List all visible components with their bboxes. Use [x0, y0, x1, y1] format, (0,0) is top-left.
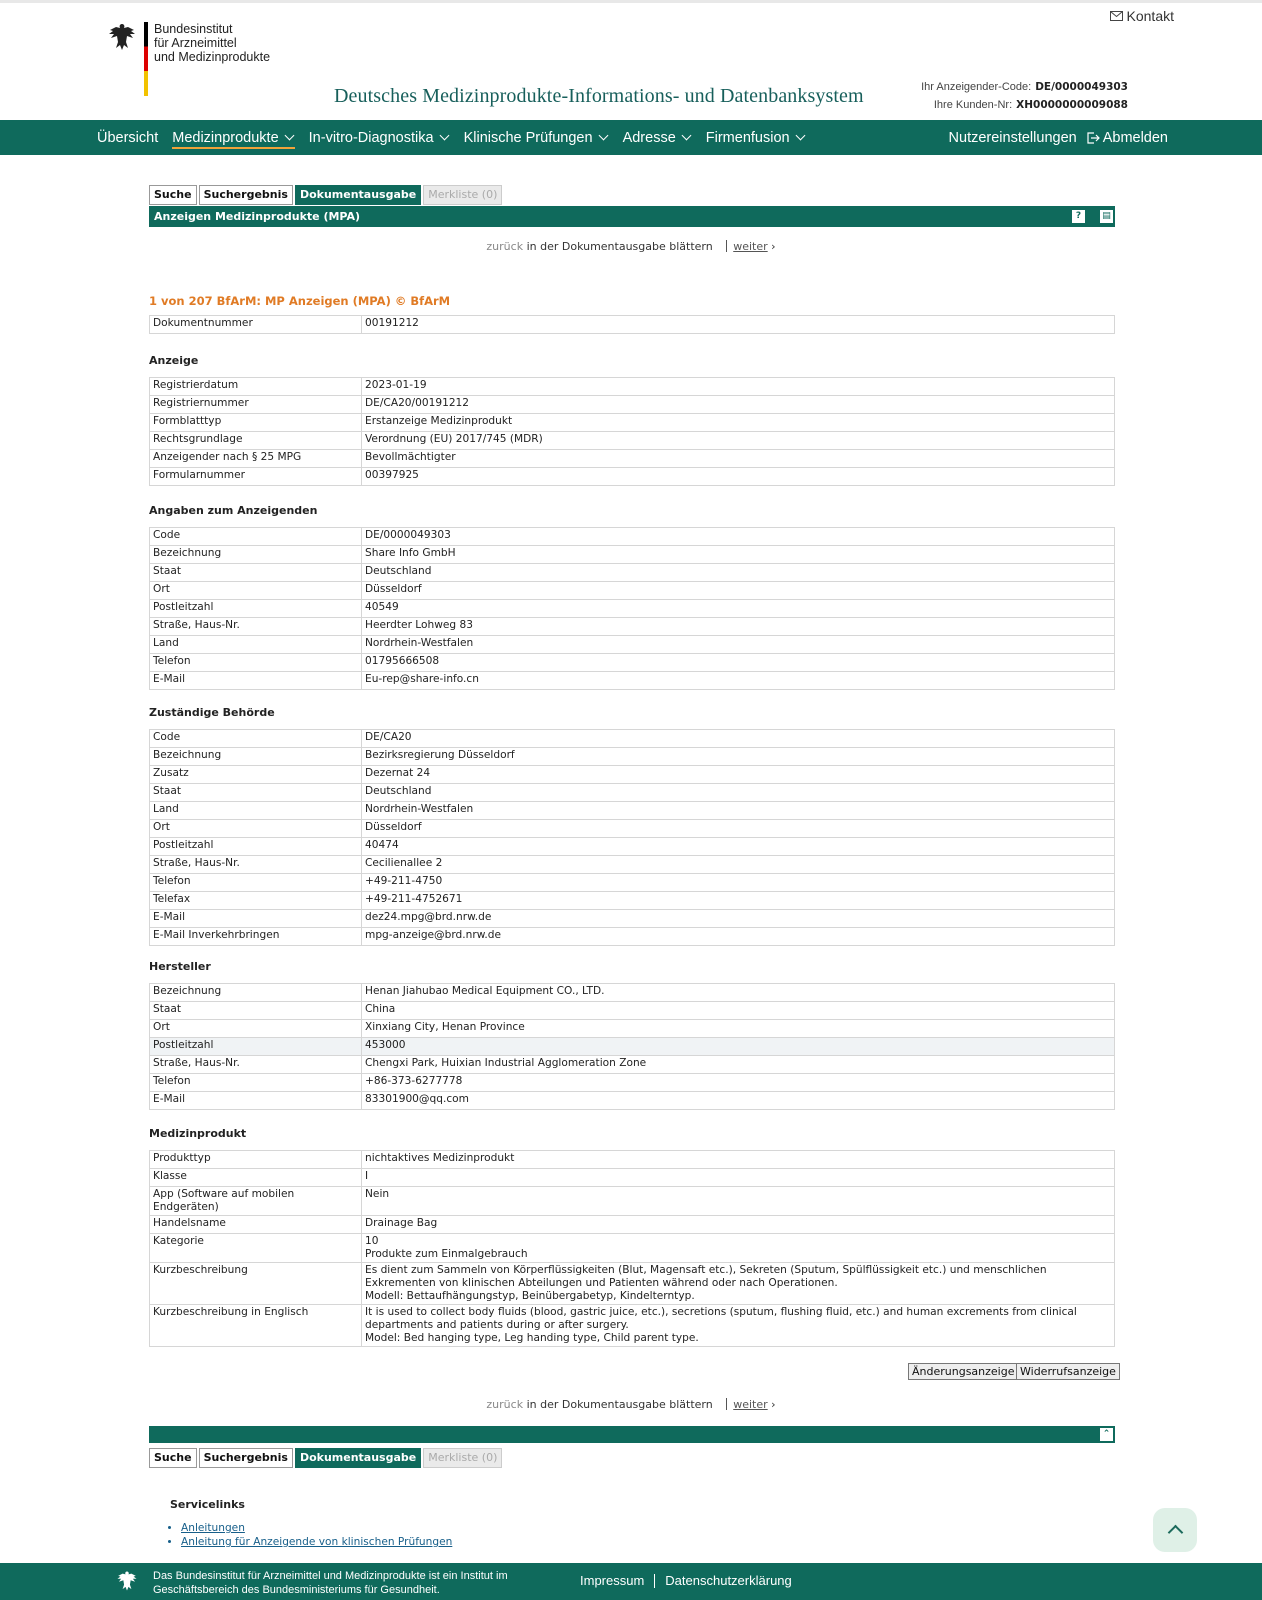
table-row [150, 546, 1115, 564]
kunden-nr-value: XH0000000009088 [1016, 99, 1128, 111]
tab-suchergebnis[interactable]: Suchergebnis [199, 185, 293, 205]
pager-text: in der Dokumentausgabe blättern [526, 1398, 713, 1411]
table-row [150, 378, 1115, 396]
table-row [150, 636, 1115, 654]
field-value: +49-211-4752671 [362, 892, 1115, 910]
widerrufsanzeige-button[interactable]: Widerrufsanzeige [1016, 1363, 1120, 1380]
field-value: It is used to collect body fluids (blood, gastric juice, etc.), secretions (sputum, flushing fluid, etc.) and human excrements from clinical departments and patients during or after surgery. Model: Bed hanging type, Leg handing type, Child parent type. [362, 1305, 1115, 1347]
field-label: Staat [150, 784, 362, 802]
logo-line: Bundesinstitut [154, 22, 233, 36]
field-value: dez24.mpg@brd.nrw.de [362, 910, 1115, 928]
table-row [150, 468, 1115, 486]
table-row [150, 730, 1115, 748]
flag-stripe [144, 22, 148, 96]
footer-separator [654, 1574, 655, 1588]
nav-label: Medizinprodukte [172, 129, 279, 146]
nav-label: Nutzereinstellungen [948, 129, 1077, 146]
nav-firmenfusion[interactable] [706, 120, 806, 155]
table-row [150, 838, 1115, 856]
table-row [150, 618, 1115, 636]
help-icon[interactable]: ? [1072, 210, 1085, 223]
table-row [150, 748, 1115, 766]
hit-count-title: 1 von 207 BfArM: MP Anzeigen (MPA) © BfArM [149, 294, 451, 308]
field-value: Verordnung (EU) 2017/745 (MDR) [362, 432, 1115, 450]
field-value: mpg-anzeige@brd.nrw.de [362, 928, 1115, 946]
table-row [150, 1187, 1115, 1216]
field-value: DE/CA20/00191212 [362, 396, 1115, 414]
field-label: Straße, Haus-Nr. [150, 856, 362, 874]
nav-uebersicht[interactable] [97, 120, 158, 155]
field-value: Xinxiang City, Henan Province [362, 1020, 1115, 1038]
table-row [150, 1234, 1115, 1263]
field-label: Telefon [150, 874, 362, 892]
table-row [150, 1216, 1115, 1234]
servicelinks-title: Servicelinks [170, 1498, 245, 1511]
field-value: 01795666508 [362, 654, 1115, 672]
field-value: Dezernat 24 [362, 766, 1115, 784]
tab-suche[interactable]: Suche [149, 185, 197, 205]
table-row [150, 820, 1115, 838]
mail-icon [1110, 11, 1123, 21]
print-icon[interactable]: ▤ [1100, 210, 1113, 223]
field-label: Formularnummer [150, 468, 362, 486]
table-anzeige [149, 377, 1115, 486]
logout-icon [1087, 132, 1100, 144]
logo-line: und Medizinprodukte [154, 50, 271, 64]
field-value: Share Info GmbH [362, 546, 1115, 564]
field-value: Nordrhein-Westfalen [362, 636, 1115, 654]
logo-text [154, 22, 354, 64]
table-row [150, 564, 1115, 582]
table-row [150, 1020, 1115, 1038]
table-row [150, 582, 1115, 600]
table-behoerde [149, 729, 1115, 946]
field-value: Bezirksregierung Düsseldorf [362, 748, 1115, 766]
nav-label: Firmenfusion [705, 129, 790, 146]
field-label: E-Mail [150, 1092, 362, 1110]
table-row [150, 910, 1115, 928]
field-value: Cecilienallee 2 [362, 856, 1115, 874]
tab-merkliste: Merkliste (0) [423, 185, 502, 205]
main-nav [0, 120, 1262, 155]
section-title-medizinprodukt: Medizinprodukt [149, 1127, 247, 1140]
field-label: Postleitzahl [150, 600, 362, 618]
eagle-icon [108, 22, 136, 52]
section-title-anzeigender: Angaben zum Anzeigenden [149, 504, 318, 517]
pager-back: zurück [486, 1398, 524, 1411]
logo-line: für Arzneimittel [154, 36, 237, 50]
field-label: Ort [150, 1020, 362, 1038]
field-label: Bezeichnung [150, 984, 362, 1002]
pager-next-link[interactable]: weiter [733, 240, 768, 253]
nav-nutzereinstellungen[interactable] [949, 120, 1077, 155]
field-value: DE/0000049303 [362, 528, 1115, 546]
table-row [150, 1263, 1115, 1305]
field-label: Rechtsgrundlage [150, 432, 362, 450]
table-row [150, 528, 1115, 546]
field-value: nichtaktives Medizinprodukt [362, 1151, 1115, 1169]
field-value: Erstanzeige Medizinprodukt [362, 414, 1115, 432]
tab-bar-top [149, 185, 502, 205]
table-row [150, 1169, 1115, 1187]
field-value: +86-373-6277778 [362, 1074, 1115, 1092]
table-row [150, 784, 1115, 802]
field-label: App (Software auf mobilen Endgeräten) [150, 1187, 362, 1216]
field-label: Dokumentnummer [150, 316, 362, 334]
field-value: +49-211-4750 [362, 874, 1115, 892]
chevron-down-icon [598, 131, 608, 141]
field-label: Kurzbeschreibung in Englisch [150, 1305, 362, 1347]
field-label: Kurzbeschreibung [150, 1263, 362, 1305]
pager-separator [726, 240, 727, 252]
tab-merkliste: Merkliste (0) [423, 1448, 502, 1468]
field-label: Straße, Haus-Nr. [150, 618, 362, 636]
section-title-behoerde: Zuständige Behörde [149, 706, 275, 719]
panel-title-bar [149, 206, 1115, 227]
table-row [150, 874, 1115, 892]
field-label: Bezeichnung [150, 748, 362, 766]
field-value: 10 Produkte zum Einmalgebrauch [362, 1234, 1115, 1263]
chevron-down-icon [284, 131, 294, 141]
field-value: 00191212 [362, 316, 1115, 334]
link-anleitungen[interactable]: • Anleitungen [181, 1521, 452, 1535]
table-row [150, 856, 1115, 874]
footer-links [580, 1573, 792, 1588]
table-row [150, 414, 1115, 432]
top-border [0, 0, 1262, 3]
nav-label: In-vitro-Diagnostika [308, 129, 434, 146]
field-label: Registriernummer [150, 396, 362, 414]
field-label: Formblatttyp [150, 414, 362, 432]
field-label: Land [150, 802, 362, 820]
nav-label: Abmelden [1102, 129, 1168, 146]
table-row [150, 1092, 1115, 1110]
table-row [150, 766, 1115, 784]
field-value: Nordrhein-Westfalen [362, 802, 1115, 820]
field-label: E-Mail [150, 672, 362, 690]
field-label: Klasse [150, 1169, 362, 1187]
field-label: Anzeigender nach § 25 MPG [150, 450, 362, 468]
bottom-bar [149, 1426, 1115, 1443]
field-value: Deutschland [362, 784, 1115, 802]
pager-bottom [0, 1398, 1262, 1411]
servicelinks [170, 1498, 452, 1549]
chevron-down-icon [681, 131, 691, 141]
impressum-link[interactable]: Impressum [580, 1573, 645, 1588]
table-row [150, 450, 1115, 468]
tab-suchergebnis[interactable]: Suchergebnis [199, 1448, 293, 1468]
field-value: 2023-01-19 [362, 378, 1115, 396]
field-value: 453000 [362, 1038, 1115, 1056]
field-label: Code [150, 528, 362, 546]
field-label: Kategorie [150, 1234, 362, 1263]
table-row [150, 802, 1115, 820]
field-value: Drainage Bag [362, 1216, 1115, 1234]
table-medizinprodukt [149, 1150, 1115, 1347]
field-label: E-Mail Inverkehrbringen [150, 928, 362, 946]
datenschutz-link[interactable]: Datenschutzerklärung [665, 1573, 792, 1588]
field-value: China [362, 1002, 1115, 1020]
nav-in-vitro-diagnostika[interactable] [309, 120, 450, 155]
scroll-top-icon[interactable]: ⌃ [1100, 1428, 1113, 1441]
eagle-icon [116, 1570, 138, 1592]
nav-abmelden[interactable] [1087, 120, 1168, 155]
field-value: Chengxi Park, Huixian Industrial Agglomeration Zone [362, 1056, 1115, 1074]
footer-text: Das Bundesinstitut für Arzneimittel und Medizinprodukte ist ein Institut im Geschäftsbereich des Bundesministeriums für Gesundheit. [153, 1570, 508, 1596]
footer [0, 1563, 1262, 1600]
table-row [150, 928, 1115, 946]
field-label: Produkttyp [150, 1151, 362, 1169]
field-label: Zusatz [150, 766, 362, 784]
nav-adresse[interactable] [623, 120, 692, 155]
tab-dokumentausgabe[interactable]: Dokumentausgabe [295, 1448, 421, 1468]
field-value: 00397925 [362, 468, 1115, 486]
field-label: Bezeichnung [150, 546, 362, 564]
field-label: Code [150, 730, 362, 748]
field-value: Heerdter Lohweg 83 [362, 618, 1115, 636]
anzeigender-code-label: Ihr Anzeigender-Code: [921, 81, 1032, 93]
pager-text: in der Dokumentausgabe blättern [526, 240, 713, 253]
table-row [150, 1305, 1115, 1347]
chevron-right-icon: › [767, 1398, 776, 1411]
field-label: Ort [150, 820, 362, 838]
kontakt-label: Kontakt [1126, 8, 1174, 24]
field-value: Eu-rep@share-info.cn [362, 672, 1115, 690]
chevron-right-icon: › [767, 240, 776, 253]
table-row [150, 600, 1115, 618]
pager-top [0, 240, 1262, 253]
nav-label: Übersicht [97, 129, 159, 146]
site-title: Deutsches Medizinprodukte-Informations- und Datenbanksystem [334, 85, 864, 107]
section-title-anzeige: Anzeige [149, 354, 199, 367]
table-row [150, 1074, 1115, 1092]
field-label: Postleitzahl [150, 838, 362, 856]
tab-dokumentausgabe[interactable]: Dokumentausgabe [295, 185, 421, 205]
field-value: 40474 [362, 838, 1115, 856]
field-value: Düsseldorf [362, 820, 1115, 838]
nav-label: Klinische Prüfungen [463, 129, 593, 146]
back-to-top-button[interactable] [1153, 1508, 1197, 1552]
chevron-down-icon [795, 131, 805, 141]
table-row [150, 1038, 1115, 1056]
field-label: Telefon [150, 1074, 362, 1092]
field-label: Land [150, 636, 362, 654]
table-row [150, 396, 1115, 414]
field-value: Es dient zum Sammeln von Körperflüssigkeiten (Blut, Magensaft etc.), Sekreten (Sputum, Spülflüssigkeit etc.) und menschlichen Exkrementen von klinischen Abteilungen und Patienten während oder nach Operationen. Modell: Bettaufhängungstyp, Beinübergabetyp, Kindelterntyp. [362, 1263, 1115, 1305]
nav-medizinprodukte[interactable] [172, 120, 294, 155]
kontakt-link[interactable] [1110, 8, 1174, 24]
field-value: 40549 [362, 600, 1115, 618]
pager-next-link[interactable]: weiter [733, 1398, 768, 1411]
field-label: Handelsname [150, 1216, 362, 1234]
table-row [150, 984, 1115, 1002]
field-label: Registrierdatum [150, 378, 362, 396]
pager-back: zurück [486, 240, 524, 253]
field-label: Ort [150, 582, 362, 600]
table-anzeigender [149, 527, 1115, 690]
table-row [150, 892, 1115, 910]
link-anleitung-klinische-pruefungen[interactable]: • Anleitung für Anzeigende von klinischen Prüfungen [181, 1535, 452, 1549]
arrow-up-icon [1167, 1525, 1183, 1541]
field-value: I [362, 1169, 1115, 1187]
nav-label: Adresse [622, 129, 676, 146]
field-label: Staat [150, 564, 362, 582]
field-value: 83301900@qq.com [362, 1092, 1115, 1110]
field-value: Deutschland [362, 564, 1115, 582]
field-label: Postleitzahl [150, 1038, 362, 1056]
section-title-hersteller: Hersteller [149, 960, 211, 973]
table-row [150, 654, 1115, 672]
kunden-nr-label: Ihre Kunden-Nr: [933, 99, 1013, 111]
user-codes [921, 78, 1128, 114]
table-row [150, 1002, 1115, 1020]
field-label: Staat [150, 1002, 362, 1020]
table-row [150, 1151, 1115, 1169]
field-value: Henan Jiahubao Medical Equipment CO., LTD. [362, 984, 1115, 1002]
tab-suche[interactable]: Suche [149, 1448, 197, 1468]
aenderungsanzeige-button[interactable]: Änderungsanzeige [908, 1363, 1019, 1380]
field-label: Telefax [150, 892, 362, 910]
table-row [150, 316, 1115, 334]
servicelinks-list [170, 1521, 452, 1549]
chevron-down-icon [439, 131, 449, 141]
field-value: DE/CA20 [362, 730, 1115, 748]
field-value: Nein [362, 1187, 1115, 1216]
table-hersteller [149, 983, 1115, 1110]
field-label: Straße, Haus-Nr. [150, 1056, 362, 1074]
table-row [150, 1056, 1115, 1074]
panel-title: Anzeigen Medizinprodukte (MPA) [154, 210, 361, 223]
anzeigender-code-value: DE/0000049303 [1035, 81, 1128, 93]
nav-klinische-pruefungen[interactable] [464, 120, 609, 155]
docnum-table [149, 315, 1115, 334]
field-value: Düsseldorf [362, 582, 1115, 600]
table-row [150, 672, 1115, 690]
field-value: Bevollmächtigter [362, 450, 1115, 468]
table-row [150, 432, 1115, 450]
field-label: Telefon [150, 654, 362, 672]
tab-bar-bottom [149, 1448, 502, 1468]
field-label: E-Mail [150, 910, 362, 928]
pager-separator [726, 1398, 727, 1410]
